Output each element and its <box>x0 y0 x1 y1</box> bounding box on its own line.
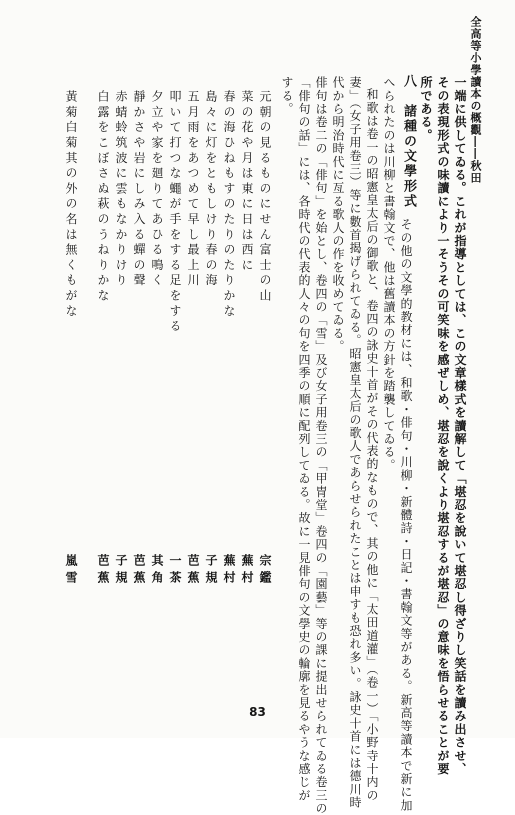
haiku-7: 夕立や家を廻りてあひる鳴く <box>150 90 164 289</box>
haiku-8-author: 芭蕉 <box>132 554 146 588</box>
section-line-5: 代から明治時代に亙る歌人の作を收めてゐる。 <box>331 76 345 354</box>
haiku-4-author: 子規 <box>204 554 218 588</box>
haiku-3-author: 蕪村 <box>222 554 236 588</box>
intro-line-3: 所である。 <box>419 76 433 142</box>
haiku-11: 黃菊白菊其の外の名は無くもがな <box>64 90 78 320</box>
haiku-2-author: 蕪村 <box>240 554 254 588</box>
page-number: 83 <box>249 705 266 719</box>
section-line-7: 「俳句の話」には、各時代の代表的人々の句を四季の順に配列してゐる。故に一見俳句の文學史の輪廓を見るやうな感じが <box>297 76 311 802</box>
haiku-9: 赤蜻蛉筑波に雲もなかりけり <box>114 90 128 289</box>
haiku-11-author: 嵐雪 <box>64 554 78 588</box>
section-line-8: する。 <box>280 76 294 116</box>
haiku-3: 春の海ひねもすのたりのたりかな <box>222 90 236 320</box>
intro-line-1: 一端に供してゐる。これが指導としては、この文章樣式を讀解して「堪忍を說いて堪忍し得ざりし笑話を讀み出させ、 <box>453 76 467 776</box>
haiku-6-author: 一茶 <box>168 554 182 588</box>
running-head: 全高等小學讀本の概觀――秋田 <box>469 16 482 184</box>
section-line-6: 俳句は卷二の「俳句」を始とし、卷四の「雪」及び女子用卷三の「甲冑堂」卷四の「園藝」等の課に提出せられてゐる卷三の <box>314 76 328 815</box>
haiku-8: 靜かさや岩にしみ入る蟬の聲 <box>132 90 146 289</box>
haiku-10: 白露をこぼさぬ萩のうねりかな <box>96 90 110 305</box>
section-line-4: 妻」（女子用卷三）等に數首揭げられてゐる。昭憲皇太后の歌人であらせられたことは申すも恐れ多い。詠史十首には德川時 <box>348 76 362 810</box>
haiku-9-author: 子規 <box>114 554 128 588</box>
haiku-2: 菜の花や月は東に日は西に <box>240 90 254 274</box>
haiku-5-author: 芭蕉 <box>186 554 200 588</box>
intro-line-2: その表現形式の味讀により一そうその可笑味を感ぜしめ、堪忍を說くより堪忍するが堪忍」の意味を悟らせることが要 <box>436 76 450 776</box>
haiku-5: 五月雨をあつめて早し最上川 <box>186 90 200 289</box>
section-heading: 八 諸種の文學形式 <box>401 74 416 209</box>
haiku-1-author: 宗鑑 <box>258 554 272 588</box>
haiku-10-author: 芭蕉 <box>96 554 110 588</box>
haiku-4: 島々に灯をともしけり春の海 <box>204 90 218 289</box>
section-line-1: その他の文學的教材には、和歌・俳句・川柳・新體詩・日記・書翰文等がある。新高等讀本で新に加 <box>399 218 413 812</box>
haiku-6: 叩いて打つな蠅が手をする足をする <box>168 90 182 335</box>
haiku-1: 元朝の見るものにせん富士の山 <box>258 90 272 305</box>
section-line-3: 和歌は卷一の昭憲皇太后の御歌と、卷四の詠史十首がその代表的なもので、其の他に「太田道灌」（卷一）「小野寺十内の <box>365 88 379 802</box>
haiku-7-author: 其角 <box>150 554 164 588</box>
section-line-2: へられたのは川柳と書翰文で、他は舊讀本の方針を踏襲してゐる。 <box>382 76 396 472</box>
